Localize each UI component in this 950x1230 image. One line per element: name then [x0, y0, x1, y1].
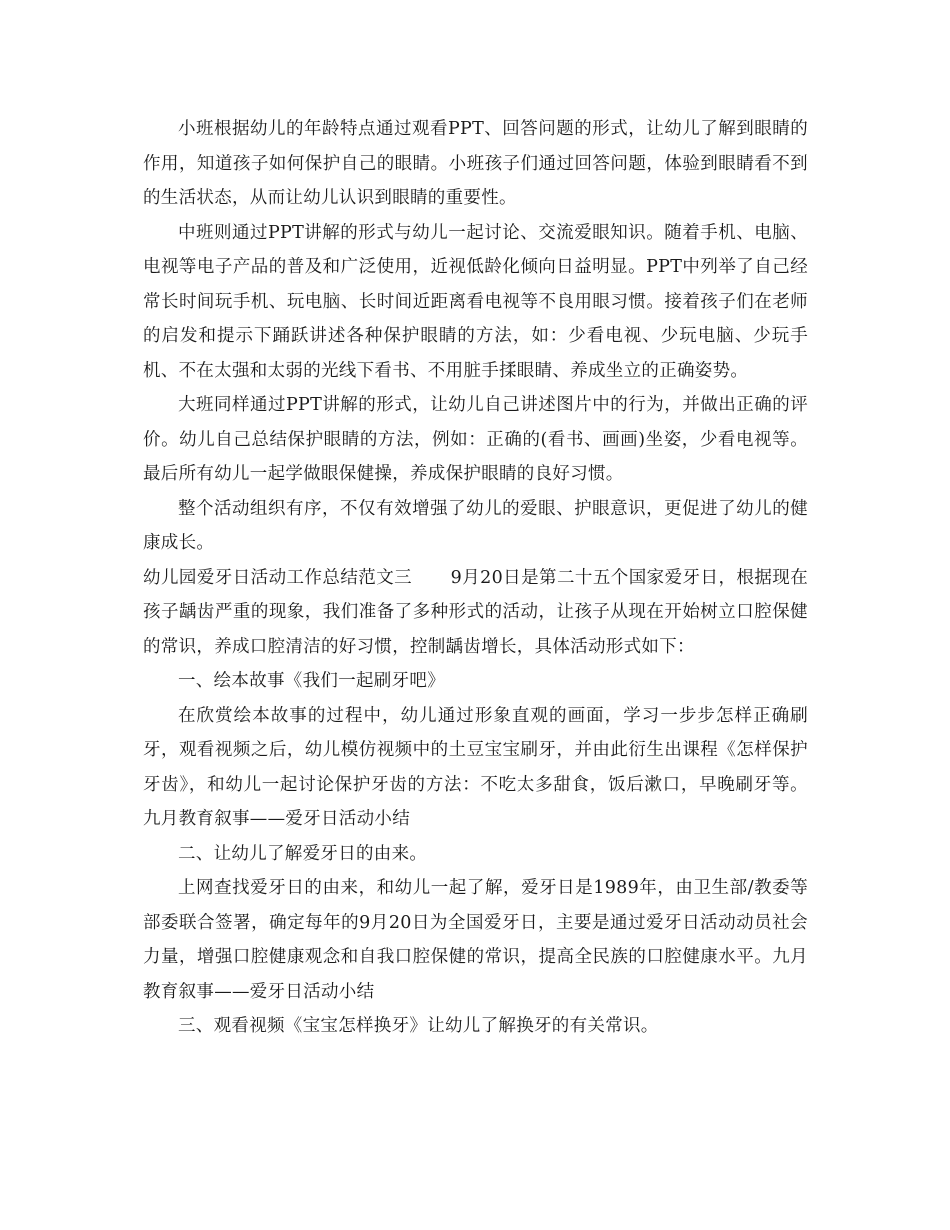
item-video-heading: 三、观看视频《宝宝怎样换牙》让幼儿了解换牙的有关常识。 [178, 1016, 659, 1036]
item-origin-body: 上网查找爱牙日的由来，和幼儿一起了解，爱牙日是1989年，由卫生部/教委等部委联合签署，确定每年的9月20日为全国爱牙日，主要是通过爱牙日活动动员社会力量，增强口腔健康观念和自我口腔保健的常识，提高全民族的口腔健康水平。九月教育叙事——爱牙日活动小结 [143, 878, 808, 1002]
section-heading-paragraph [143, 561, 808, 665]
document-body [143, 112, 808, 1044]
paragraph-summary: 整个活动组织有序，不仅有效增强了幼儿的爱眼、护眼意识，更促进了幼儿的健康成长。 [143, 498, 808, 553]
item-picture-book-heading: 一、绘本故事《我们一起刷牙吧》 [178, 671, 445, 691]
item-origin-heading: 二、让幼儿了解爱牙日的由来。 [178, 843, 428, 864]
item-picture-book-body: 在欣赏绘本故事的过程中，幼儿通过形象直观的画面，学习一步步怎样正确刷牙，观看视频之后，幼儿模仿视频中的土豆宝宝刷牙，并由此衍生出课程《怎样保护牙齿》，和幼儿一起讨论保护牙齿的方法：不吃太多甜食，饭后漱口，早晚刷牙等。九月教育叙事——爱牙日活动小结 [143, 705, 808, 829]
paragraph-large-class: 大班同样通过PPT讲解的形式，让幼儿自己讲述图片中的行为，并做出正确的评价。幼儿自己总结保护眼睛的方法，例如：正确的(看书、画画)坐姿，少看电视等。最后所有幼儿一起学做眼保健操，养成保护眼睛的良好习惯。 [143, 395, 808, 484]
section-intro: 9月20日是第二十五个国家爱牙日，根据现在孩子龋齿严重的现象，我们准备了多种形式的活动，让孩子从现在开始树立口腔保健的常识，养成口腔清洁的好习惯，控制龋齿增长，具体活动形式如下： [143, 567, 809, 657]
section-title: 幼儿园爱牙日活动工作总结范文三 [143, 567, 413, 588]
paragraph-small-class: 小班根据幼儿的年龄特点通过观看PPT、回答问题的形式，让幼儿了解到眼睛的作用，知道孩子如何保护自己的眼睛。小班孩子们通过回答问题，体验到眼睛看不到的生活状态，从而让幼儿认识到眼睛的重要性。 [143, 119, 808, 208]
paragraph-middle-class: 中班则通过PPT讲解的形式与幼儿一起讨论、交流爱眼知识。随着手机、电脑、电视等电子产品的普及和广泛使用，近视低龄化倾向日益明显。PPT中列举了自己经常长时间玩手机、玩电脑、长时间近距离看电视等不良用眼习惯。接着孩子们在老师的启发和提示下踊跃讲述各种保护眼睛的方法，如：少看电视、少玩电脑、少玩手机、不在太强和太弱的光线下看书、不用脏手揉眼睛、养成坐立的正确姿势。 [143, 222, 808, 381]
